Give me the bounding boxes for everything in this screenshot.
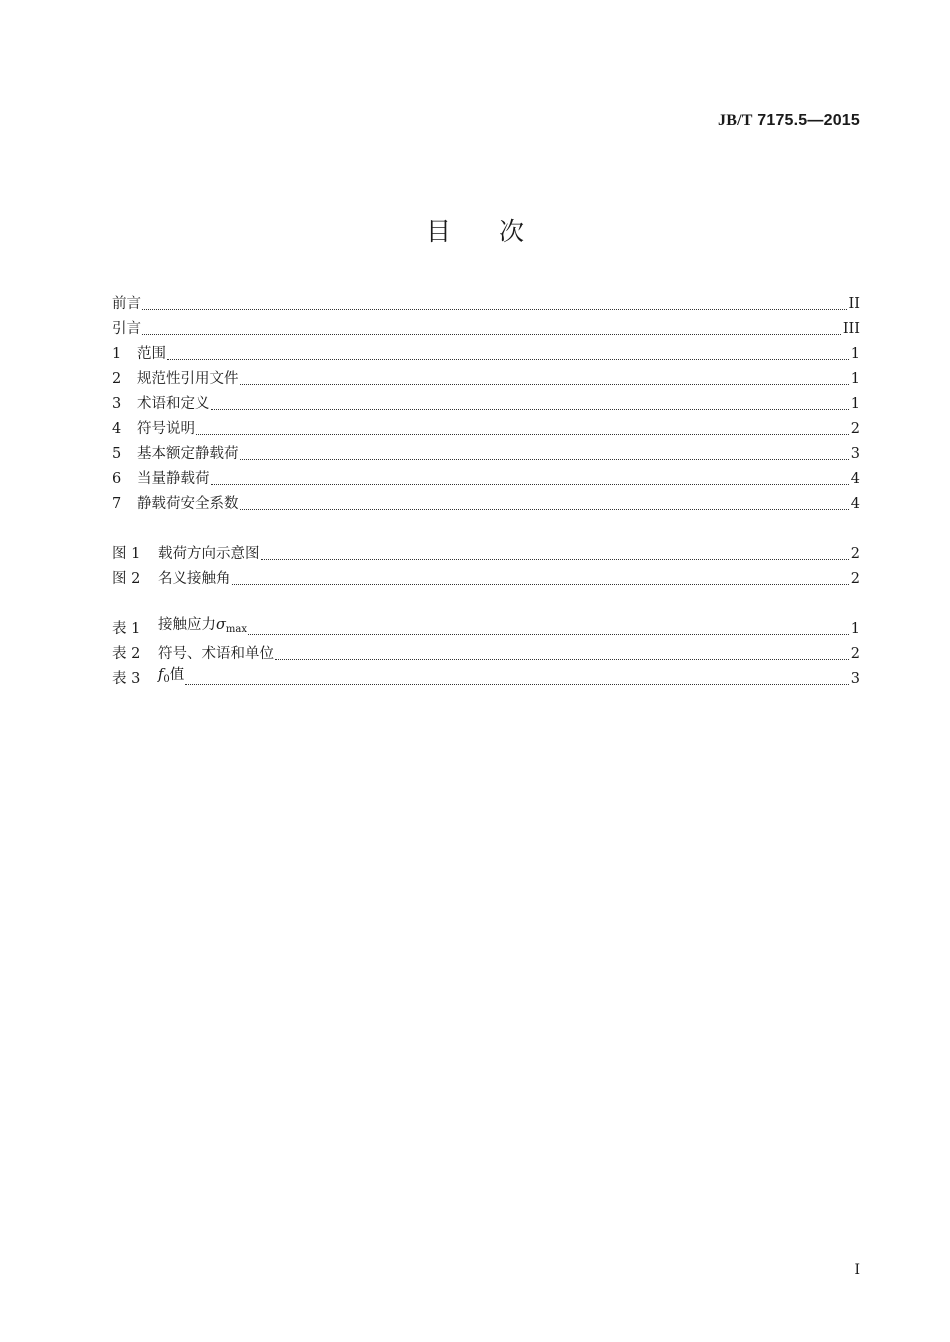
toc-entry-label-text: 值: [169, 667, 185, 683]
toc-tables: [112, 617, 860, 692]
toc-entry-number: 图 1: [112, 546, 141, 562]
toc-entry-label: 载荷方向示意图: [158, 546, 260, 562]
toc-entry-label: 规范性引用文件: [137, 371, 239, 387]
toc-entry-label: 引言: [112, 321, 141, 337]
toc-leader: [261, 559, 849, 560]
toc-entry-label: 符号说明: [137, 421, 195, 437]
toc-entry-page: 3: [850, 446, 860, 462]
toc-leader: [211, 484, 849, 485]
toc-entry-label: 前言: [112, 296, 141, 312]
toc-entry-section-4[interactable]: [112, 417, 860, 442]
toc-entry-label: 当量静载荷: [137, 471, 210, 487]
toc-entry-introduction[interactable]: [112, 317, 860, 342]
toc-entry-page: 2: [850, 571, 860, 587]
toc-leader: [211, 409, 849, 410]
toc-leader: [240, 384, 849, 385]
toc-entry-figure-2[interactable]: [112, 567, 860, 592]
toc-entry-number: 7: [112, 496, 122, 512]
toc-entry-page: 4: [850, 496, 860, 512]
toc-entry-label: [158, 613, 247, 642]
page-title: [0, 212, 950, 248]
toc-entry-figure-1[interactable]: [112, 542, 860, 567]
toc-entry-number: 1: [112, 346, 122, 362]
toc-entry-page: 2: [850, 646, 860, 662]
toc-entry-section-3[interactable]: [112, 392, 860, 417]
toc-entry-section-2[interactable]: [112, 367, 860, 392]
toc-leader: [142, 334, 841, 335]
toc-entry-section-1[interactable]: [112, 342, 860, 367]
toc-entry-page: 3: [850, 671, 860, 687]
toc-entry-page: 1: [850, 346, 860, 362]
toc-entry-label: 基本额定静载荷: [137, 446, 239, 462]
toc-leader: [240, 509, 849, 510]
toc-entry-number: 3: [112, 396, 122, 412]
page-title-right: 次: [499, 217, 525, 246]
toc-entry-foreword[interactable]: [112, 292, 860, 317]
toc-entry-label: 范围: [137, 346, 166, 362]
page-title-left: 目: [425, 217, 451, 246]
toc-entry-page: III: [842, 321, 860, 337]
toc-entry-page: 4: [850, 471, 860, 487]
toc-entry-page: 2: [850, 546, 860, 562]
toc-entry-number: 表 2: [112, 646, 141, 662]
toc-entry-label: 术语和定义: [137, 396, 210, 412]
toc-entry-table-2[interactable]: [112, 642, 860, 667]
toc-leader: [142, 309, 847, 310]
toc-entry-section-7[interactable]: [112, 492, 860, 517]
toc-entry-label: [158, 663, 184, 692]
toc-entry-page: 2: [850, 421, 860, 437]
toc-entry-section-5[interactable]: [112, 442, 860, 467]
toc-entry-label: 符号、术语和单位: [158, 646, 274, 662]
toc-entry-label-text: 接触应力: [158, 617, 216, 633]
toc-sections: [112, 292, 860, 517]
toc-entry-section-6[interactable]: [112, 467, 860, 492]
standard-code: [718, 112, 860, 130]
toc-leader: [275, 659, 849, 660]
toc-entry-label: 静载荷安全系数: [137, 496, 239, 512]
toc-entry-number: 图 2: [112, 571, 141, 587]
toc-leader: [185, 684, 849, 685]
toc-entry-number: 5: [112, 446, 122, 462]
toc-leader: [240, 459, 849, 460]
toc-entry-number: 2: [112, 371, 122, 387]
toc-entry-table-1[interactable]: [112, 617, 860, 642]
f-symbol: f: [158, 667, 164, 683]
toc-entry-page: 1: [850, 371, 860, 387]
sigma-symbol: σ: [216, 617, 226, 633]
symbol-subscript: 0: [163, 674, 170, 685]
toc-entry-number: 表 3: [112, 671, 141, 687]
standard-number: 7175.5—2015: [757, 112, 860, 129]
toc-entry-number: 表 1: [112, 621, 141, 637]
standard-prefix: JB/T: [718, 112, 753, 129]
table-of-contents: [112, 292, 860, 692]
toc-entry-page: 1: [850, 396, 860, 412]
toc-leader: [196, 434, 849, 435]
toc-figures: [112, 542, 860, 592]
toc-entry-page: II: [848, 296, 860, 312]
page-number: I: [854, 1262, 860, 1278]
symbol-subscript: max: [225, 624, 247, 635]
toc-entry-number: 6: [112, 471, 122, 487]
toc-leader: [167, 359, 849, 360]
toc-leader: [232, 584, 849, 585]
toc-entry-label: 名义接触角: [158, 571, 231, 587]
toc-entry-number: 4: [112, 421, 122, 437]
toc-leader: [248, 634, 849, 635]
toc-entry-table-3[interactable]: [112, 667, 860, 692]
toc-entry-page: 1: [850, 621, 860, 637]
